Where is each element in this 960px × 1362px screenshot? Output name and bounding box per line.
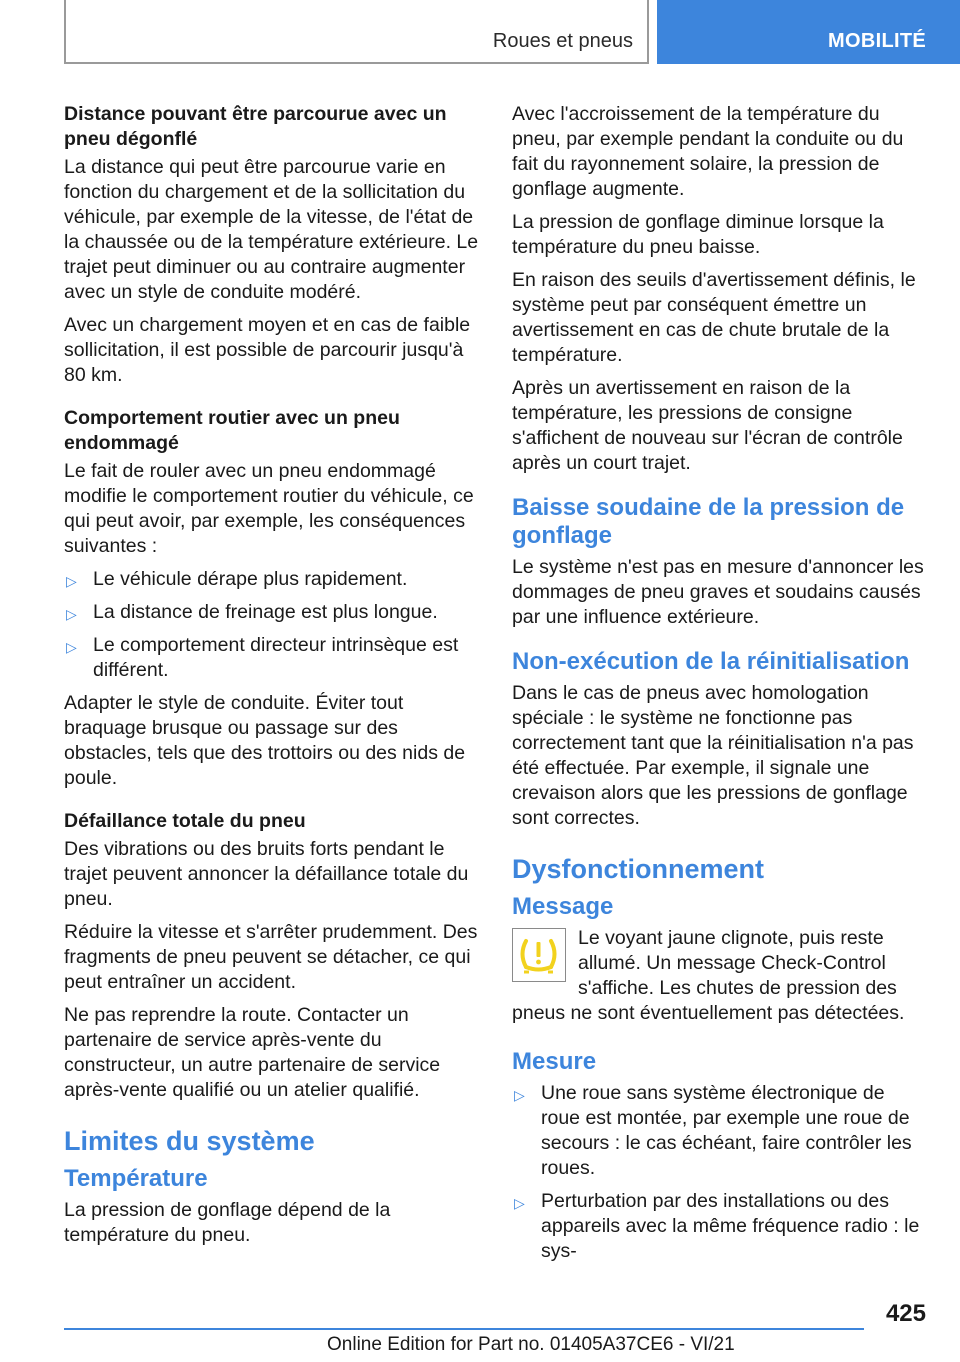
tire-pressure-warning-icon-svg (513, 929, 564, 980)
bullet-triangle-icon: ▷ (514, 1195, 525, 1211)
heading-distance: Distance pouvant être parcourue avec un pneu dégonflé (64, 103, 447, 150)
message-block (512, 926, 928, 1026)
list-item: ▷ Perturbation par des installations ou des appareils avec la même fréquence radio : le sys- (514, 1190, 920, 1262)
paragraph: Réduire la vitesse et s'arrêter prudemment. Des fragments de pneu peuvent se détacher, ce qui peut entraîner un accident. (64, 921, 478, 993)
bullet-triangle-icon: ▷ (514, 1087, 525, 1103)
paragraph: En raison des seuils d'avertissement définis, le système peut par conséquent émettre un avertissement en cas de chute brutale de la température. (512, 269, 916, 366)
paragraph: Le voyant jaune clignote, puis reste allumé. Un message Check-Control s'affiche. Les chutes de pression des pneus ne sont éventuellement pas détectées. (512, 927, 905, 1024)
heading-nonexec: Non-exécution de la réinitialisation (512, 648, 910, 675)
paragraph: Adapter le style de conduite. Éviter tout braquage brusque ou passage sur des obstacles, tels que des trottoirs ou des nids de poule. (64, 692, 466, 789)
tire-pressure-warning-icon (512, 928, 566, 982)
paragraph: Le fait de rouler avec un pneu endommagé modifie le comportement routier du véhicule, ce qui peut avoir, par exemple, les conséquences suivantes : (64, 460, 474, 557)
heading-comportement: Comportement routier avec un pneu endommagé (64, 407, 400, 454)
heading-mesure: Mesure (512, 1048, 597, 1075)
list-item: ▷ La distance de freinage est plus longue. (64, 600, 480, 625)
paragraph: La pression de gonflage diminue lorsque la température du pneu baisse. (512, 211, 884, 258)
bullet-triangle-icon: ▷ (66, 573, 77, 589)
edition-info: Online Edition for Part no. 01405A37CE6 - VI/21 (327, 1334, 735, 1355)
paragraph: Des vibrations ou des bruits forts pendant le trajet peuvent annoncer la défaillance totale du pneu. (64, 838, 469, 910)
heading-dysfonctionnement: Dysfonctionnement (512, 854, 765, 884)
left-column (64, 102, 480, 1256)
bullet-triangle-icon: ▷ (66, 639, 77, 655)
footer-divider (64, 1328, 864, 1330)
list-item: ▷ Une roue sans système électronique de roue est montée, par exemple une roue de secours : le cas échéant, faire contrôler les roues. (514, 1082, 912, 1179)
paragraph: Avec un chargement moyen et en cas de faible sollicitation, il est possible de parcourir jusqu'à 80 km. (64, 314, 471, 386)
list-item: ▷ Le comportement directeur intrinsèque est différent. (66, 634, 459, 681)
paragraph: Dans le cas de pneus avec homologation spéciale : le système ne fonctionne pas correctement tant que la réinitialisation n'a pas été effectuée. Par exemple, il signale une crevaison alors que les pressions de gonflage sont correctes. (512, 682, 914, 829)
chapter-title: MOBILITÉ (828, 30, 926, 52)
page-number: 425 (885, 1300, 926, 1327)
heading-limites: Limites du système (64, 1126, 315, 1156)
mesure-list (512, 1081, 928, 1264)
heading-baisse: Baisse soudaine de la pression de gonflage (512, 494, 905, 549)
paragraph: La distance qui peut être parcourue varie en fonction du chargement et de la sollicitation du véhicule, par exemple de la vitesse, de l'état de la chaussée ou de la température extérieure. Le trajet peut diminuer ou au contraire augmenter avec un style de conduite modéré. (64, 156, 479, 303)
chapter-tab (657, 0, 960, 64)
heading-message: Message (512, 893, 614, 920)
paragraph: La pression de gonflage dépend de la température du pneu. (64, 1199, 391, 1246)
paragraph: Le système n'est pas en mesure d'annoncer les dommages de pneu graves et soudains causés par une influence extérieure. (512, 556, 924, 628)
section-title: Roues et pneus (492, 30, 633, 52)
heading-defaillance: Défaillance totale du pneu (64, 810, 306, 832)
header-section-box (64, 0, 649, 64)
list-item: ▷ Le véhicule dérape plus rapidement. (64, 567, 480, 592)
paragraph: Ne pas reprendre la route. Contacter un partenaire de service après-vente du constructeur, un autre partenaire de service après-vente qualifié ou un atelier qualifié. (64, 1004, 441, 1101)
heading-temperature: Température (64, 1165, 208, 1192)
right-column (512, 102, 928, 1272)
paragraph: Avec l'accroissement de la température du pneu, par exemple pendant la conduite ou du fait du rayonnement solaire, la pression de gonflage augmente. (512, 103, 904, 200)
paragraph: Après un avertissement en raison de la température, les pressions de consigne s'affichent de nouveau sur l'écran de contrôle après un court trajet. (512, 377, 903, 474)
consequences-list (64, 567, 480, 683)
bullet-triangle-icon: ▷ (66, 606, 77, 622)
